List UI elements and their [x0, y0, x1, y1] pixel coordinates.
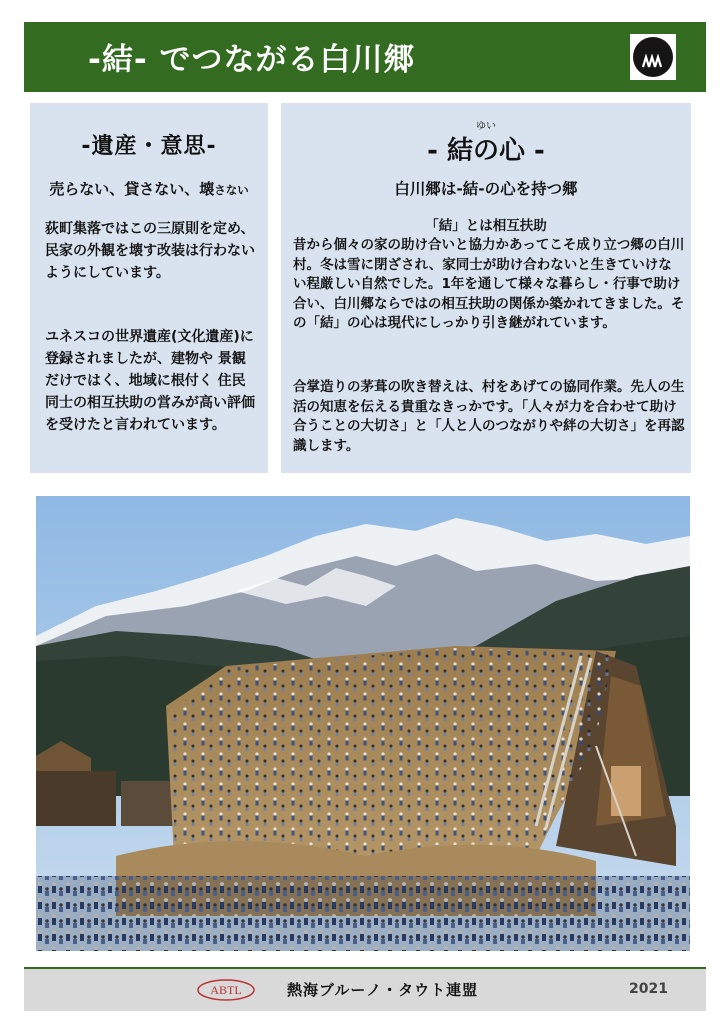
- heritage-paragraph-2: ユネスコの世界遺産(文化遺産)に登録されましたが、建物や 景観 だけではく、地域に根付く 住民 同士の相互扶助の営みが高い評価を受けたと言われています。: [45, 329, 255, 433]
- heritage-title: -遺産・意思-: [81, 134, 217, 159]
- thatched-roof-replacement-photo: [36, 496, 690, 951]
- heritage-paragraph-1: 荻町集落ではこの三原則を定め、民家の外観を壊す改装は行わないようにしています。: [45, 221, 255, 281]
- organization-name: 熱海ブルーノ・タウト連盟: [287, 981, 479, 999]
- principles-main: 売らない、貸さない、壊: [49, 180, 215, 198]
- roof-mark-icon: [642, 54, 664, 68]
- yui-paragraph-1: 昔から個々の家の助け合いと協力かあってこそ成り立つ郷の白川村。冬は雪に閉ざされ、家同士が助け合わないと生きていけない程厳しい自然でした。1年を通して様々な暮らし・行事で助け合い、白川郷ならではの相互扶助の関係か築かれてきました。その「結」の心は現代にしっかり引き継がれています。: [293, 237, 685, 331]
- yui-panel: [281, 103, 691, 473]
- abtl-logo-icon: [196, 978, 256, 1002]
- three-principles: [30, 178, 268, 199]
- photo-illustration: [36, 496, 690, 951]
- page-title: -結- でつながる白川郷: [88, 42, 416, 78]
- footer-year: 2021: [629, 981, 668, 997]
- yui-subtitle: 白川郷は-結-の心を持つ郷: [394, 180, 578, 198]
- header-banner: [24, 22, 706, 92]
- heritage-panel: [30, 103, 268, 473]
- yui-paragraph-2: 合掌造りの茅葺の吹き替えは、村をあげての協同作業。先人の生活の知恵を伝える貴重なきっかです。「人々が力を合わせて助け合うことの大切さ」と「人と人のつながりや絆の大切さ」を再認識します。: [293, 379, 685, 454]
- yui-ruby: ゆい: [476, 121, 496, 132]
- house-roof-logo-icon: [630, 34, 676, 80]
- principles-small: さない: [214, 183, 249, 197]
- yui-heading: 「結」とは相互扶助: [425, 218, 547, 234]
- footer-bar: [24, 967, 706, 1011]
- footer-logo-text: ABTL: [210, 983, 242, 997]
- yui-title: - 結の心 -: [427, 136, 545, 166]
